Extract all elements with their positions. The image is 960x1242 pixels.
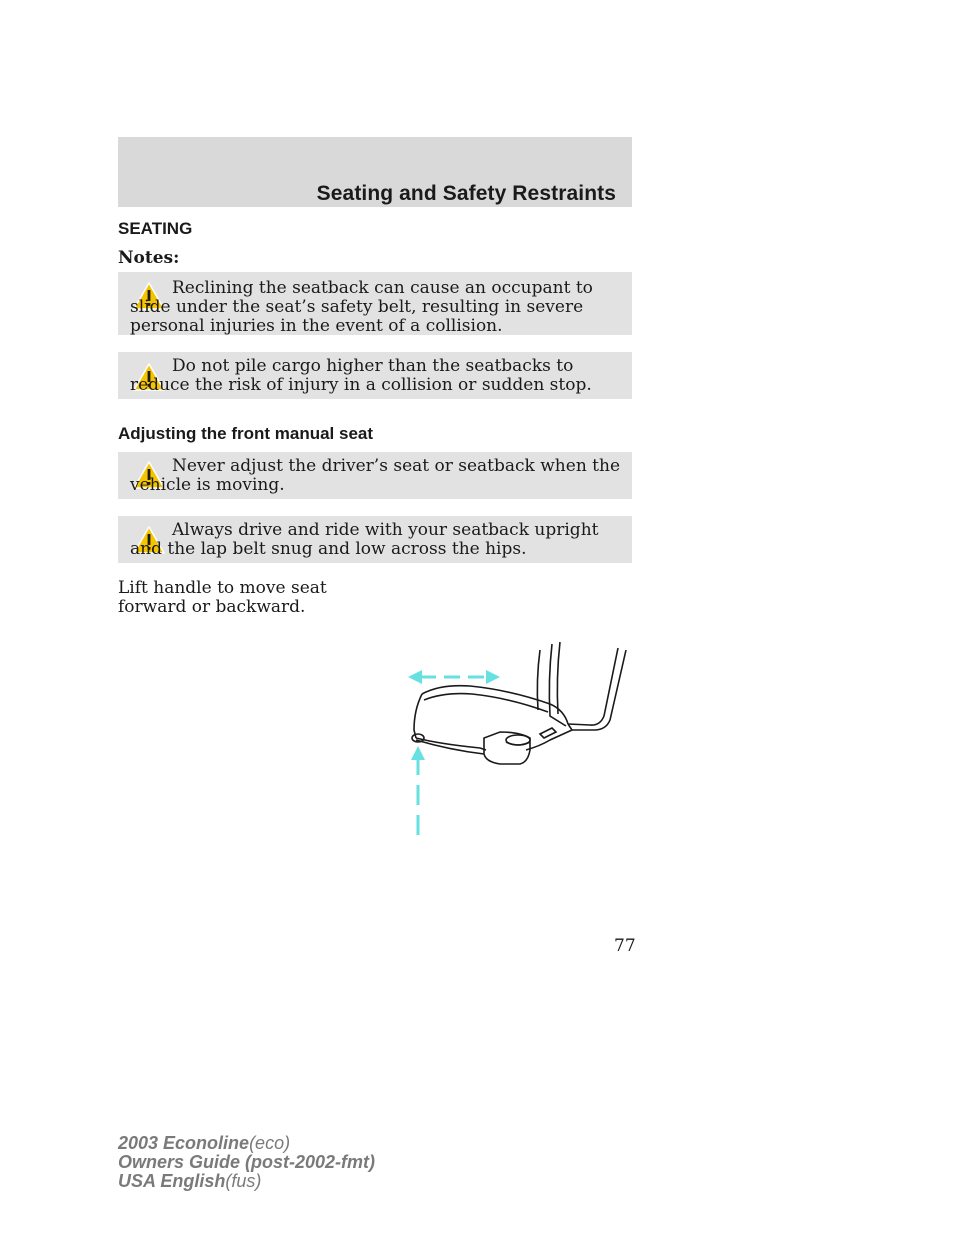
subsection-heading: Adjusting the front manual seat: [118, 424, 374, 443]
footer-language: USA English: [118, 1171, 226, 1191]
warning-text-3: Never adjust the driver’s seat or seatback when the vehicle is moving.: [130, 456, 621, 495]
footer-guide: Owners Guide (post-2002-fmt): [118, 1152, 376, 1172]
warning-text-1: Reclining the seatback can cause an occupant to slide under the seat’s safety belt, resulting in severe personal injuries in the event of a collision.: [130, 278, 593, 336]
seat-cushion-outline: [414, 686, 572, 764]
notes-label: Notes:: [118, 248, 180, 268]
warning-box-4: [118, 516, 632, 563]
warning-text-4: Always drive and ride with your seatback upright and the lap belt snug and low across the hips.: [130, 520, 599, 559]
seatback-outline: [537, 642, 626, 730]
header-band: [118, 137, 632, 207]
forward-backward-arrow: [408, 670, 500, 684]
footer-language-code: (fus): [225, 1171, 262, 1191]
section-heading: SEATING: [118, 219, 193, 238]
footer-line-3: [118, 1172, 375, 1191]
manual-seat-adjustment-diagram: [400, 630, 640, 840]
footer-model: 2003 Econoline: [118, 1133, 250, 1153]
footer-line-2: [118, 1153, 375, 1172]
footer-model-code: (eco): [249, 1133, 291, 1153]
warning-text-2: Do not pile cargo higher than the seatbacks to reduce the risk of injury in a collision or sudden stop.: [130, 356, 592, 395]
page-number: 77: [614, 936, 636, 956]
document-footer: [118, 1134, 375, 1191]
warning-box-2: [118, 352, 632, 399]
page-header-title: Seating and Safety Restraints: [316, 182, 616, 205]
footer-line-1: [118, 1134, 375, 1153]
lift-handle-arrow: [411, 746, 425, 835]
body-paragraph: Lift handle to move seat forward or backward.: [118, 578, 327, 617]
warning-box-1: [118, 272, 632, 335]
warning-box-3: [118, 452, 632, 499]
